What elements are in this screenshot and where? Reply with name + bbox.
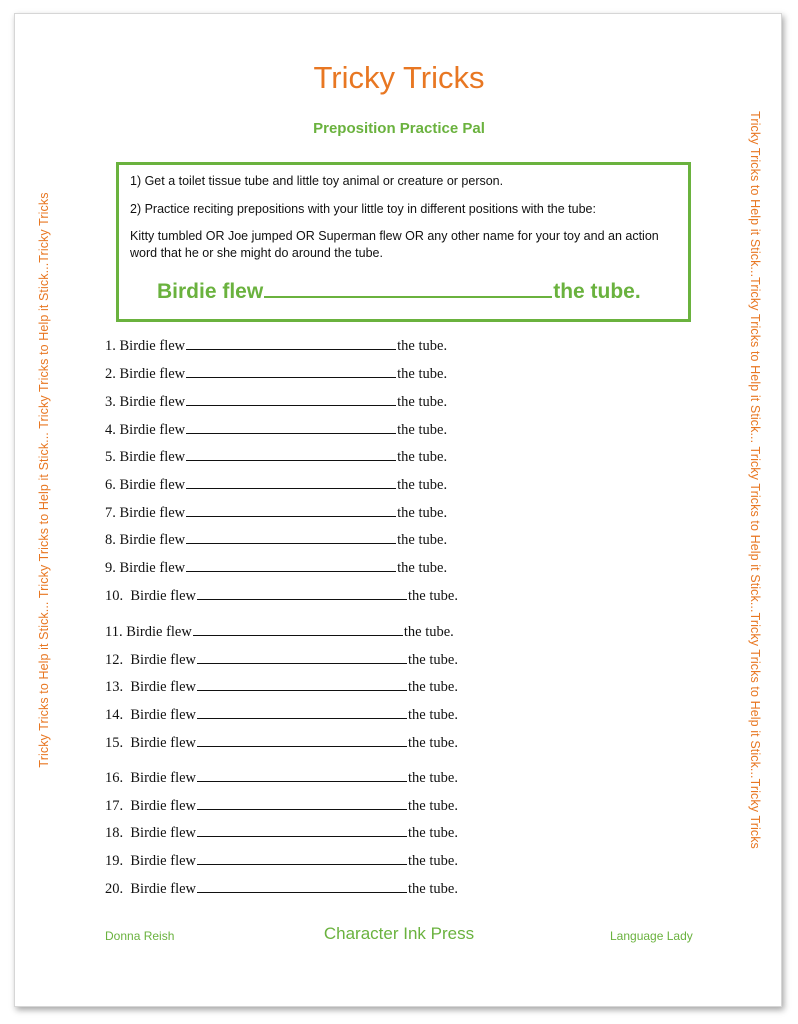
row-prefix: 14. Birdie flew — [105, 707, 197, 723]
row-blank[interactable] — [186, 558, 396, 572]
practice-row — [105, 447, 447, 466]
row-suffix: the tube. — [397, 394, 448, 410]
row-blank[interactable] — [197, 879, 407, 893]
instructions-box — [116, 162, 691, 322]
practice-row — [105, 796, 458, 815]
row-suffix: the tube. — [408, 735, 458, 751]
practice-row — [105, 768, 458, 787]
footer-author: Donna Reish — [105, 929, 175, 943]
row-blank[interactable] — [193, 622, 403, 636]
row-suffix: the tube. — [397, 477, 448, 493]
row-prefix: 18. Birdie flew — [105, 825, 197, 841]
row-blank[interactable] — [197, 823, 407, 837]
row-blank[interactable] — [186, 392, 396, 406]
sample-prefix: Birdie flew — [157, 280, 264, 303]
instruction-step-2: 2) Practice reciting prepositions with your little toy in different positions with the tube: — [130, 202, 596, 216]
row-suffix: the tube. — [408, 825, 458, 841]
practice-row — [105, 392, 447, 411]
row-prefix: 1. Birdie flew — [105, 338, 186, 354]
practice-row — [105, 336, 447, 355]
row-blank[interactable] — [186, 420, 396, 434]
row-prefix: 9. Birdie flew — [105, 560, 186, 576]
row-suffix: the tube. — [408, 652, 458, 668]
row-blank[interactable] — [197, 650, 407, 664]
practice-row — [105, 733, 458, 752]
row-blank[interactable] — [197, 768, 407, 782]
row-suffix: the tube. — [397, 532, 448, 548]
practice-row — [105, 677, 458, 696]
row-blank[interactable] — [197, 733, 407, 747]
practice-row — [105, 503, 447, 522]
row-suffix: the tube. — [408, 853, 458, 869]
sample-blank[interactable] — [264, 277, 552, 298]
row-prefix: 17. Birdie flew — [105, 798, 197, 814]
practice-row — [105, 879, 458, 898]
row-prefix: 4. Birdie flew — [105, 422, 186, 438]
row-prefix: 10. Birdie flew — [105, 588, 197, 604]
row-prefix: 12. Birdie flew — [105, 652, 197, 668]
row-suffix: the tube. — [403, 624, 454, 640]
sample-sentence — [157, 277, 641, 304]
row-blank[interactable] — [197, 586, 407, 600]
row-suffix: the tube. — [397, 449, 448, 465]
row-prefix: 16. Birdie flew — [105, 770, 197, 786]
row-suffix: the tube. — [408, 679, 458, 695]
practice-row — [105, 823, 458, 842]
practice-row — [105, 705, 458, 724]
row-prefix: 13. Birdie flew — [105, 679, 197, 695]
row-blank[interactable] — [197, 851, 407, 865]
row-blank[interactable] — [186, 503, 396, 517]
row-suffix: the tube. — [408, 707, 458, 723]
row-prefix: 20. Birdie flew — [105, 881, 197, 897]
practice-row — [105, 622, 454, 641]
row-prefix: 15. Birdie flew — [105, 735, 197, 751]
row-suffix: the tube. — [397, 505, 448, 521]
left-margin-text: Tricky Tricks to Help it Stick... Tricky Tricks to Help it Stick... Tricky Tricks to Help it Stick...Tricky Tricks — [37, 192, 51, 768]
instruction-step-1: 1) Get a toilet tissue tube and little toy animal or creature or person. — [130, 174, 504, 188]
practice-row — [105, 650, 458, 669]
practice-row — [105, 558, 447, 577]
row-prefix: 8. Birdie flew — [105, 532, 186, 548]
row-prefix: 3. Birdie flew — [105, 394, 186, 410]
row-suffix: the tube. — [408, 770, 458, 786]
row-blank[interactable] — [186, 530, 396, 544]
row-blank[interactable] — [186, 336, 396, 350]
footer-publisher: Character Ink Press — [323, 924, 475, 943]
row-blank[interactable] — [186, 475, 396, 489]
practice-row — [105, 851, 458, 870]
row-suffix: the tube. — [397, 560, 448, 576]
page-title: Tricky Tricks — [313, 60, 485, 95]
row-prefix: 19. Birdie flew — [105, 853, 197, 869]
instruction-example: Kitty tumbled OR Joe jumped OR Superman flew OR any other name for your toy and an action word that he or she might do around the tube. — [130, 229, 659, 260]
row-prefix: 7. Birdie flew — [105, 505, 186, 521]
practice-row — [105, 364, 447, 383]
row-prefix: 11. Birdie flew — [105, 624, 192, 640]
row-suffix: the tube. — [408, 798, 458, 814]
row-blank[interactable] — [186, 364, 396, 378]
row-suffix: the tube. — [397, 422, 448, 438]
row-blank[interactable] — [197, 705, 407, 719]
row-blank[interactable] — [186, 447, 396, 461]
row-suffix: the tube. — [408, 588, 458, 604]
right-margin-text: Tricky Tricks to Help it Stick...Tricky Tricks to Help it Stick... Tricky Tricks to Help it Stick...Tricky Tricks to Help it Stick...Tricky Tricks — [748, 111, 762, 849]
row-suffix: the tube. — [397, 366, 448, 382]
row-blank[interactable] — [197, 796, 407, 810]
practice-row — [105, 475, 447, 494]
row-blank[interactable] — [197, 677, 407, 691]
page-subtitle: Preposition Practice Pal — [313, 120, 485, 137]
practice-row — [105, 586, 458, 605]
row-prefix: 2. Birdie flew — [105, 366, 186, 382]
row-suffix: the tube. — [397, 338, 448, 354]
row-prefix: 6. Birdie flew — [105, 477, 186, 493]
practice-row — [105, 420, 447, 439]
row-prefix: 5. Birdie flew — [105, 449, 186, 465]
practice-row — [105, 530, 447, 549]
footer-brand: Language Lady — [610, 929, 693, 943]
row-suffix: the tube. — [408, 881, 458, 897]
sample-suffix: the tube. — [553, 280, 641, 303]
